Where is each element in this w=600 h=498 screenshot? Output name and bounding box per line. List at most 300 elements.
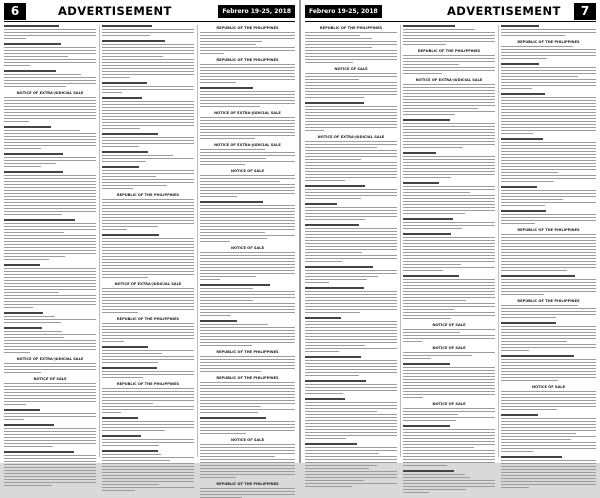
notice-block	[403, 119, 495, 148]
text-line	[403, 376, 495, 377]
text-line	[305, 426, 397, 427]
text-line	[501, 427, 596, 428]
text-line	[305, 312, 360, 313]
text-line	[305, 423, 397, 424]
text-line	[305, 141, 397, 142]
text-line	[200, 126, 295, 127]
text-line	[4, 145, 96, 146]
column-1	[4, 25, 96, 460]
text-line	[102, 128, 140, 129]
text-line	[200, 362, 295, 363]
notice-block	[501, 355, 596, 381]
text-line	[4, 268, 96, 269]
text-line	[4, 259, 49, 260]
text-line	[305, 150, 397, 151]
text-line	[102, 68, 194, 69]
text-line	[4, 100, 96, 101]
text-line	[305, 486, 352, 487]
text-line	[4, 461, 96, 462]
text-line	[305, 390, 397, 391]
notice-block	[200, 246, 295, 280]
text-line	[102, 241, 194, 242]
text-line	[305, 450, 397, 451]
text-line	[200, 196, 237, 197]
text-line	[200, 474, 295, 475]
text-line	[305, 408, 397, 409]
column-1	[305, 25, 397, 460]
text-line	[200, 459, 295, 460]
text-line	[200, 368, 295, 369]
text-line	[501, 124, 596, 125]
text-line	[501, 255, 596, 256]
text-line	[4, 112, 96, 113]
text-line	[403, 249, 495, 250]
text-line	[501, 106, 596, 107]
text-line	[200, 258, 295, 259]
text-line	[200, 477, 236, 478]
text-line	[102, 86, 194, 87]
text-line	[501, 169, 596, 170]
notice-block	[403, 425, 495, 466]
text-line	[102, 371, 194, 372]
notice-heading-line	[4, 70, 56, 72]
text-line	[102, 400, 194, 401]
text-line	[200, 450, 295, 451]
text-line	[200, 255, 295, 256]
text-line	[305, 94, 397, 95]
text-line	[305, 252, 362, 253]
text-line	[501, 380, 558, 381]
notice-heading: REPUBLIC OF THE PHILIPPINES	[319, 26, 383, 30]
text-line	[102, 475, 194, 476]
notice-heading-line	[102, 40, 165, 42]
text-line	[403, 222, 495, 223]
text-line	[403, 453, 495, 454]
text-line	[403, 318, 451, 319]
text-line	[305, 118, 397, 119]
notice-heading-line	[102, 435, 141, 437]
notice-block	[102, 193, 194, 230]
notice-block	[200, 417, 295, 434]
notice-block	[305, 185, 397, 199]
text-line	[403, 294, 495, 295]
header-rule	[4, 21, 295, 22]
notice-heading: NOTICE OF SALE	[531, 385, 566, 389]
text-line	[403, 480, 495, 481]
text-line	[200, 181, 280, 182]
text-line	[4, 446, 53, 447]
page-right	[301, 0, 600, 463]
text-line	[403, 64, 459, 65]
text-line	[102, 323, 194, 324]
text-line	[403, 382, 495, 383]
notice-block	[305, 67, 397, 98]
notice-block	[305, 203, 397, 220]
text-line	[4, 386, 96, 387]
notice-heading-line	[200, 201, 263, 203]
header-rule	[305, 21, 596, 22]
text-line	[403, 207, 495, 208]
text-line	[200, 158, 266, 159]
notice-heading: REPUBLIC OF THE PHILIPPINES	[216, 482, 279, 486]
text-line	[501, 341, 567, 342]
notice-block	[200, 143, 295, 165]
notice-block	[4, 409, 96, 420]
text-line	[4, 277, 96, 278]
notice-block	[102, 25, 194, 36]
text-line	[403, 93, 495, 94]
notice-heading-line	[305, 185, 365, 187]
text-line	[200, 336, 295, 337]
text-line	[4, 214, 62, 215]
text-line	[102, 92, 122, 93]
text-line	[4, 343, 96, 344]
text-line	[403, 99, 495, 100]
text-line	[305, 56, 397, 57]
text-line	[200, 330, 295, 331]
text-line	[305, 240, 397, 241]
notice-heading: NOTICE OF SALE	[33, 377, 67, 381]
text-line	[305, 327, 397, 328]
text-line	[305, 366, 397, 367]
text-line	[305, 192, 397, 193]
text-line	[4, 392, 96, 393]
notice-block	[102, 417, 194, 431]
text-line	[4, 136, 96, 137]
text-line	[102, 271, 194, 272]
text-line	[403, 35, 495, 36]
text-line	[102, 47, 194, 48]
notice-block	[501, 63, 596, 89]
text-line	[501, 442, 596, 443]
text-line	[305, 243, 397, 244]
text-line	[102, 394, 194, 395]
text-line	[102, 220, 194, 221]
text-line	[102, 377, 143, 378]
text-line	[305, 127, 397, 128]
notice-heading-line	[501, 355, 574, 357]
text-line	[501, 460, 596, 461]
notice-heading-line	[305, 102, 364, 104]
notice-heading-line	[403, 119, 450, 121]
notice-block	[305, 102, 397, 131]
notice-block	[102, 317, 194, 342]
text-line	[200, 456, 275, 457]
text-line	[305, 121, 397, 122]
text-line	[403, 55, 495, 56]
text-line	[200, 394, 295, 395]
text-line	[403, 338, 495, 339]
text-line	[4, 458, 96, 459]
notice-block	[403, 402, 495, 421]
text-line	[200, 391, 295, 392]
text-line	[403, 32, 495, 33]
text-line	[305, 147, 377, 148]
text-line	[403, 297, 495, 298]
notice-heading-line	[102, 417, 138, 419]
text-line	[200, 300, 253, 301]
text-line	[501, 279, 596, 280]
text-line	[4, 103, 96, 104]
text-line	[102, 341, 124, 342]
text-line	[200, 267, 295, 268]
text-line	[501, 285, 596, 286]
text-line	[501, 121, 596, 122]
text-line	[403, 192, 470, 193]
text-line	[501, 178, 596, 179]
text-line	[403, 447, 474, 448]
text-line	[4, 369, 96, 370]
page-left	[0, 0, 299, 486]
text-line	[403, 135, 495, 136]
notice-block	[403, 346, 495, 359]
text-line	[501, 67, 596, 68]
text-line	[501, 237, 596, 238]
notice-block	[403, 233, 495, 271]
text-line	[102, 472, 194, 473]
notice-block	[200, 111, 295, 139]
text-line	[403, 102, 495, 103]
text-line	[4, 307, 33, 308]
notice-heading-line	[4, 312, 43, 314]
text-line	[305, 387, 397, 388]
text-line	[4, 366, 96, 367]
text-line	[305, 483, 397, 484]
text-line	[4, 226, 96, 227]
text-line	[4, 455, 96, 456]
text-line	[305, 432, 397, 433]
text-line	[305, 420, 397, 421]
column-2	[102, 25, 194, 460]
text-line	[102, 185, 167, 186]
text-line	[102, 490, 135, 491]
text-line	[305, 453, 379, 454]
text-line	[102, 256, 194, 257]
notice-heading-line	[102, 82, 147, 84]
text-line	[501, 52, 596, 53]
text-line	[200, 333, 295, 334]
text-line	[4, 238, 96, 239]
text-line	[4, 295, 96, 296]
text-line	[305, 414, 397, 415]
page-header	[305, 3, 596, 20]
text-line	[403, 285, 495, 286]
text-line	[403, 397, 423, 398]
text-line	[305, 47, 372, 48]
text-line	[501, 35, 565, 36]
notice-block	[305, 356, 397, 376]
text-line	[4, 181, 96, 182]
notice-block	[200, 58, 295, 83]
text-line	[200, 409, 295, 410]
text-line	[305, 360, 397, 361]
notice-heading: NOTICE OF EXTRA-JUDICIAL SALE	[114, 282, 182, 286]
text-line	[200, 79, 295, 80]
text-line	[501, 264, 596, 265]
text-line	[501, 127, 596, 128]
text-line	[200, 294, 295, 295]
notice-block	[403, 218, 495, 229]
text-line	[200, 193, 295, 194]
text-line	[102, 445, 159, 446]
notice-block	[4, 377, 96, 405]
text-line	[403, 367, 495, 368]
text-line	[102, 176, 156, 177]
text-line	[403, 358, 431, 359]
notice-heading-line	[4, 409, 40, 411]
text-line	[305, 384, 397, 385]
notice-block	[4, 70, 96, 87]
text-line	[305, 76, 397, 77]
text-line	[305, 462, 397, 463]
text-line	[305, 294, 397, 295]
text-line	[403, 246, 495, 247]
text-line	[200, 427, 295, 428]
text-line	[4, 280, 96, 281]
text-line	[305, 402, 397, 403]
text-line	[305, 249, 397, 250]
text-line	[501, 223, 535, 224]
text-line	[501, 391, 596, 392]
notice-heading-line	[4, 219, 75, 221]
text-line	[200, 444, 295, 445]
text-line	[501, 344, 596, 345]
text-line	[200, 135, 295, 136]
text-line	[4, 229, 96, 230]
text-line	[102, 32, 194, 33]
text-line	[4, 187, 96, 188]
notice-block	[305, 317, 397, 352]
text-line	[403, 465, 447, 466]
text-line	[102, 442, 194, 443]
notice-heading-line	[403, 233, 451, 235]
text-line	[305, 106, 397, 107]
notice-heading-line	[102, 234, 159, 236]
text-line	[102, 427, 194, 428]
text-line	[102, 294, 194, 295]
text-line	[200, 447, 295, 448]
column-divider	[498, 25, 499, 457]
text-line	[403, 210, 495, 211]
notice-heading-line	[305, 356, 361, 358]
notice-block	[4, 171, 96, 215]
text-line	[305, 339, 397, 340]
text-line	[305, 321, 397, 322]
notice-block	[305, 398, 397, 439]
text-line	[403, 332, 460, 333]
text-line	[102, 113, 194, 114]
text-line	[501, 88, 532, 89]
notice-block	[501, 299, 596, 318]
text-line	[403, 144, 495, 145]
text-line	[4, 464, 96, 465]
notice-block	[200, 320, 295, 346]
text-line	[403, 267, 495, 268]
text-line	[403, 489, 466, 490]
text-line	[102, 205, 194, 206]
text-line	[102, 137, 194, 138]
text-line	[501, 332, 596, 333]
notice-block	[102, 282, 194, 313]
text-line	[200, 238, 267, 239]
text-line	[501, 199, 563, 200]
text-line	[403, 394, 495, 395]
text-line	[102, 406, 194, 407]
notice-block	[305, 287, 397, 313]
notice-block	[403, 49, 495, 74]
text-line	[501, 451, 533, 452]
text-line	[200, 67, 295, 68]
text-line	[403, 204, 495, 205]
text-line	[501, 397, 596, 398]
text-line	[200, 38, 295, 39]
page-header	[4, 3, 295, 20]
notice-block	[501, 456, 596, 488]
text-line	[501, 374, 596, 375]
text-line	[102, 143, 194, 144]
text-line	[501, 157, 596, 158]
text-line	[501, 371, 596, 372]
notice-heading: NOTICE OF EXTRA-JUDICIAL SALE	[16, 357, 84, 361]
text-line	[102, 250, 194, 251]
text-line	[403, 201, 495, 202]
text-line	[200, 382, 295, 383]
text-line	[501, 32, 596, 33]
text-line	[403, 38, 495, 39]
text-line	[403, 429, 495, 430]
text-line	[200, 53, 224, 54]
text-line	[102, 463, 194, 464]
text-line	[200, 214, 295, 215]
text-line	[403, 141, 495, 142]
text-line	[403, 90, 495, 91]
text-line	[501, 466, 596, 467]
text-line	[305, 88, 397, 89]
text-line	[200, 120, 295, 121]
text-line	[102, 214, 194, 215]
text-line	[200, 306, 295, 307]
text-line	[403, 355, 472, 356]
text-line	[501, 469, 596, 470]
notice-block	[200, 87, 295, 107]
text-line	[4, 157, 96, 158]
text-line	[200, 488, 295, 489]
text-line	[305, 276, 378, 277]
text-line	[102, 484, 159, 485]
text-line	[4, 190, 96, 191]
text-line	[4, 340, 96, 341]
notice-heading: REPUBLIC OF THE PHILIPPINES	[116, 193, 180, 197]
text-line	[4, 274, 96, 275]
text-line	[501, 338, 596, 339]
text-line	[305, 59, 397, 60]
text-line	[305, 168, 397, 169]
text-line	[102, 188, 133, 189]
text-line	[200, 190, 295, 191]
text-line	[102, 65, 194, 66]
text-line	[501, 267, 596, 268]
text-line	[305, 291, 397, 292]
text-line	[501, 478, 596, 479]
text-line	[102, 329, 194, 330]
text-line	[102, 338, 194, 339]
text-line	[4, 363, 96, 364]
text-line	[501, 246, 596, 247]
text-line	[501, 350, 529, 351]
notice-block	[4, 424, 96, 447]
text-line	[501, 430, 596, 431]
notice-heading-line	[102, 450, 158, 452]
